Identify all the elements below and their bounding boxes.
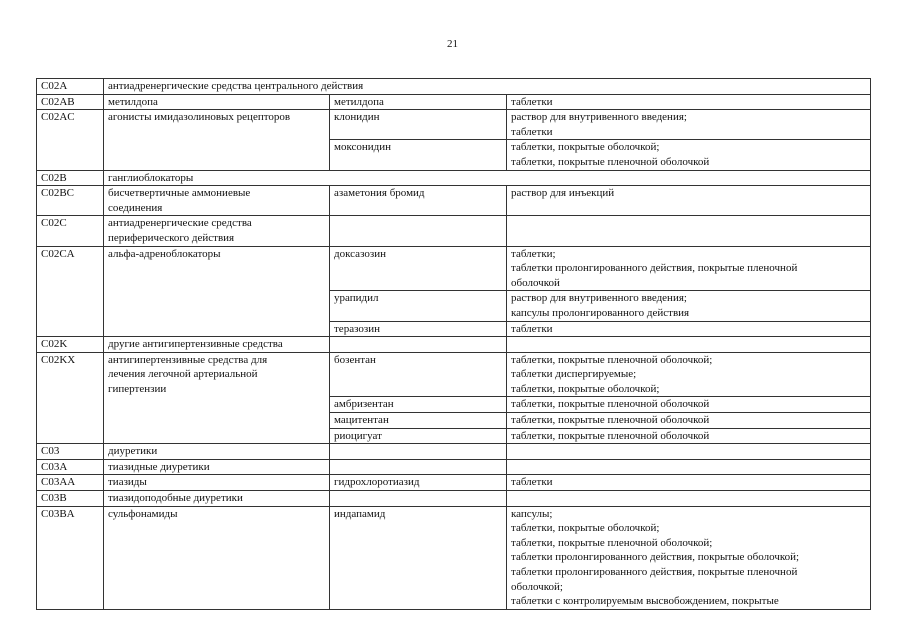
dosage-forms-cell xyxy=(507,428,871,444)
dosage-forms-cell xyxy=(507,291,871,321)
group-text-line: тиазиды xyxy=(108,476,147,489)
dosage-forms-cell xyxy=(507,444,871,460)
atc-code-cell xyxy=(37,246,104,337)
group-text-line: гипертензии xyxy=(108,382,167,395)
atc-code-cell xyxy=(37,459,104,475)
atc-code-cell xyxy=(37,491,104,507)
atc-code-text: C02AB xyxy=(41,95,75,108)
drug-text-line: амбризентан xyxy=(334,398,394,411)
group-name-cell xyxy=(104,94,330,110)
forms-text-line: таблетки пролонгированного действия, покрытые пленочной xyxy=(511,262,798,275)
forms-text-line: оболочкой; xyxy=(511,580,563,593)
drug-name-cell xyxy=(330,186,507,216)
group-text-line: агонисты имидазолиновых рецепторов xyxy=(108,111,291,124)
group-text-line: периферического действия xyxy=(108,231,235,244)
group-name-cell xyxy=(104,459,330,475)
atc-code-cell xyxy=(37,475,104,491)
forms-text-line: таблетки; xyxy=(511,247,556,260)
forms-text-line: таблетки, покрытые пленочной оболочкой xyxy=(511,414,710,427)
atc-code-cell xyxy=(37,170,104,186)
forms-text-line: таблетки xyxy=(511,476,553,489)
atc-code-text: C02C xyxy=(41,217,67,230)
group-name-cell xyxy=(104,170,871,186)
drug-text-line: клонидин xyxy=(334,111,380,124)
table-row xyxy=(37,352,871,397)
dosage-forms-cell xyxy=(507,94,871,110)
group-name-cell xyxy=(104,491,330,507)
atc-code-text: C02KX xyxy=(41,353,76,366)
forms-text-line: раствор для внутривенного введения; xyxy=(511,111,687,124)
drug-name-cell xyxy=(330,506,507,609)
dosage-forms-cell xyxy=(507,352,871,397)
atc-code-text: C03BA xyxy=(41,507,75,520)
forms-text-line: таблетки, покрытые пленочной оболочкой xyxy=(511,429,710,442)
drug-name-cell xyxy=(330,428,507,444)
page-number: 21 xyxy=(447,38,458,50)
table-row xyxy=(37,491,871,507)
atc-code-cell xyxy=(37,94,104,110)
forms-text-line: таблетки, покрытые пленочной оболочкой xyxy=(511,155,710,168)
dosage-forms-cell xyxy=(507,321,871,337)
drug-name-cell xyxy=(330,291,507,321)
atc-code-cell xyxy=(37,110,104,170)
group-name-cell xyxy=(104,216,330,246)
dosage-forms-cell xyxy=(507,140,871,170)
table-row xyxy=(37,475,871,491)
group-name-cell xyxy=(104,79,871,95)
forms-text-line: оболочкой xyxy=(511,276,560,289)
atc-code-text: C03 xyxy=(41,445,60,458)
table-row xyxy=(37,186,871,216)
table-row xyxy=(37,216,871,246)
table-body xyxy=(37,79,871,610)
drug-name-cell xyxy=(330,321,507,337)
table-row xyxy=(37,459,871,475)
drug-name-cell xyxy=(330,413,507,429)
atc-code-text: C03A xyxy=(41,460,68,473)
dosage-forms-cell xyxy=(507,337,871,353)
atc-code-cell xyxy=(37,216,104,246)
group-text-line: тиазидные диуретики xyxy=(108,460,210,473)
atc-code-cell xyxy=(37,79,104,95)
drug-text-line: мацитентан xyxy=(334,414,389,427)
group-text-line: лечения легочной артериальной xyxy=(108,368,258,381)
dosage-forms-cell xyxy=(507,491,871,507)
table-row xyxy=(37,170,871,186)
group-text-line: соединения xyxy=(108,201,163,214)
forms-text-line: таблетки пролонгированного действия, покрытые оболочкой; xyxy=(511,551,800,564)
drug-name-cell xyxy=(330,246,507,291)
forms-text-line: таблетки, покрытые оболочкой; xyxy=(511,141,660,154)
forms-text-line: таблетки пролонгированного действия, покрытые пленочной xyxy=(511,566,798,578)
drug-text-line: теразозин xyxy=(334,322,380,335)
drug-text-line: метилдопа xyxy=(334,95,384,108)
group-name-cell xyxy=(104,444,330,460)
group-name-cell xyxy=(104,246,330,337)
table-row xyxy=(37,444,871,460)
forms-text-line: таблетки, покрытые оболочкой; xyxy=(511,522,660,535)
group-text-line: другие антигипертензивные средства xyxy=(108,338,283,351)
drug-name-cell xyxy=(330,337,507,353)
drug-name-cell xyxy=(330,140,507,170)
group-name-cell xyxy=(104,475,330,491)
forms-text-line: таблетки xyxy=(511,322,553,335)
atc-code-cell xyxy=(37,444,104,460)
group-text-line: ганглиоблокаторы xyxy=(108,171,194,184)
drug-text-line: урапидил xyxy=(334,292,379,305)
atc-code-cell xyxy=(37,186,104,216)
atc-code-text: C02BC xyxy=(41,187,75,200)
forms-text-line: таблетки с контролируемым высвобождением, покрытые xyxy=(511,595,779,608)
forms-text-line: таблетки, покрытые пленочной оболочкой; xyxy=(511,536,713,549)
atc-code-text: C02K xyxy=(41,338,68,351)
atc-code-text: C03AA xyxy=(41,476,76,489)
drug-classification-table xyxy=(36,78,871,610)
dosage-forms-cell xyxy=(507,506,871,609)
dosage-forms-cell xyxy=(507,246,871,291)
table-row xyxy=(37,246,871,291)
drug-name-cell xyxy=(330,352,507,397)
dosage-forms-cell xyxy=(507,110,871,140)
table-row xyxy=(37,506,871,609)
forms-text-line: таблетки, покрытые пленочной оболочкой; xyxy=(511,353,713,366)
group-name-cell xyxy=(104,352,330,444)
forms-text-line: раствор для инъекций xyxy=(511,187,615,200)
group-name-cell xyxy=(104,506,330,609)
drug-name-cell xyxy=(330,216,507,246)
atc-code-text: C03B xyxy=(41,492,67,505)
group-text-line: диуретики xyxy=(108,445,158,458)
dosage-forms-cell xyxy=(507,397,871,413)
forms-text-line: таблетки диспергируемые; xyxy=(511,368,637,381)
drug-name-cell xyxy=(330,397,507,413)
dosage-forms-cell xyxy=(507,216,871,246)
group-text-line: антиадренергические средства xyxy=(108,217,252,230)
drug-text-line: доксазозин xyxy=(334,247,386,260)
dosage-forms-cell xyxy=(507,475,871,491)
table-row xyxy=(37,110,871,140)
group-name-cell xyxy=(104,337,330,353)
table-row xyxy=(37,337,871,353)
drug-name-cell xyxy=(330,94,507,110)
forms-text-line: капсулы; xyxy=(511,507,553,520)
drug-text-line: гидрохлоротиазид xyxy=(334,476,420,489)
group-text-line: бисчетвертичные аммониевые xyxy=(108,187,251,200)
drug-name-cell xyxy=(330,444,507,460)
group-name-cell xyxy=(104,110,330,170)
group-text-line: сульфонамиды xyxy=(108,507,178,520)
table-row xyxy=(37,94,871,110)
atc-code-cell xyxy=(37,506,104,609)
dosage-forms-cell xyxy=(507,459,871,475)
drug-text-line: риоцигуат xyxy=(334,429,382,442)
forms-text-line: капсулы пролонгированного действия xyxy=(511,306,690,319)
atc-code-cell xyxy=(37,352,104,444)
forms-text-line: таблетки, покрытые пленочной оболочкой xyxy=(511,398,710,411)
atc-code-text: C02B xyxy=(41,171,67,184)
forms-text-line: таблетки, покрытые оболочкой; xyxy=(511,382,660,395)
drug-name-cell xyxy=(330,475,507,491)
dosage-forms-cell xyxy=(507,186,871,216)
group-text-line: антигипертензивные средства для xyxy=(108,353,268,366)
group-text-line: тиазидоподобные диуретики xyxy=(108,492,243,505)
group-name-cell xyxy=(104,186,330,216)
table-row xyxy=(37,79,871,95)
forms-text-line: раствор для внутривенного введения; xyxy=(511,292,687,305)
drug-text-line: азаметония бромид xyxy=(334,187,425,200)
dosage-forms-cell xyxy=(507,413,871,429)
atc-code-text: C02AC xyxy=(41,111,75,124)
atc-code-text: C02CA xyxy=(41,247,75,260)
drug-name-cell xyxy=(330,459,507,475)
drug-text-line: бозентан xyxy=(334,353,376,366)
group-text-line: метилдопа xyxy=(108,95,158,108)
forms-text-line: таблетки xyxy=(511,95,553,108)
atc-code-cell xyxy=(37,337,104,353)
forms-text-line: таблетки xyxy=(511,125,553,138)
drug-name-cell xyxy=(330,110,507,140)
group-text-line: альфа-адреноблокаторы xyxy=(108,247,221,260)
drug-name-cell xyxy=(330,491,507,507)
group-text-line: антиадренергические средства центрального действия xyxy=(108,80,364,92)
drug-text-line: моксонидин xyxy=(334,141,392,154)
atc-code-text: C02A xyxy=(41,80,68,92)
drug-text-line: индапамид xyxy=(334,507,386,520)
